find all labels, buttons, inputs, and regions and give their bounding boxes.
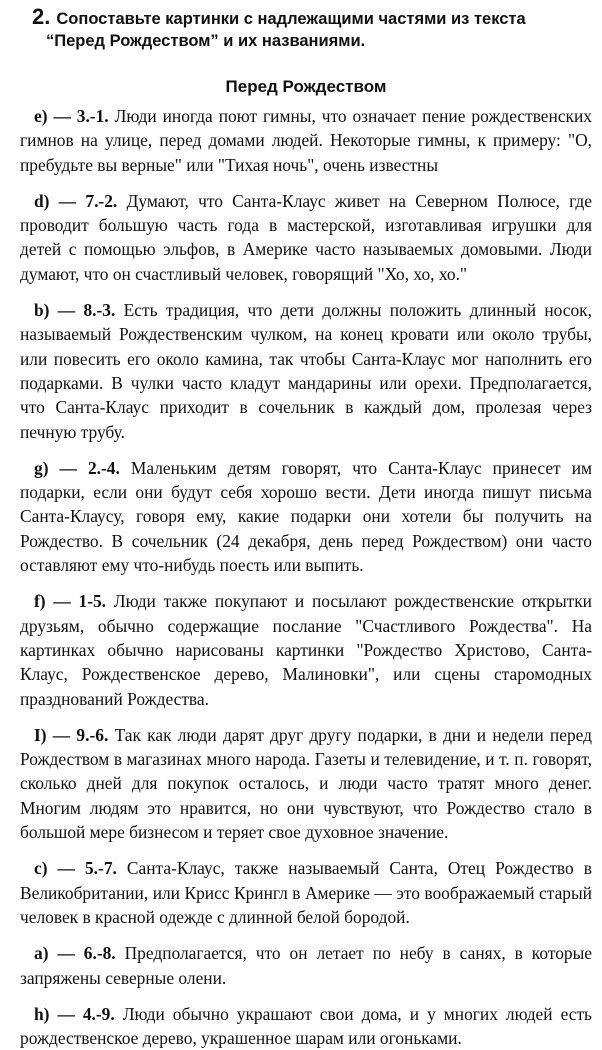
text-title: Перед Рождеством <box>225 77 387 96</box>
paragraph-5 <box>20 589 592 710</box>
paragraph-2 <box>20 189 592 286</box>
paragraph-text: Санта-Клаус, также называемый Санта, Отец Рождество в Великобритании, или Крисс Крингл в Америке — это воображаемый старый человек в красной одежде с длинной белой бородой. <box>20 858 592 927</box>
task-number: 2. <box>32 4 51 29</box>
paragraph-6 <box>20 723 592 844</box>
task-heading <box>20 6 592 52</box>
paragraph-label: d) — 7.-2. <box>34 190 118 211</box>
paragraph-text: Предполагается, что он летает по небу в санях, в которые запряжены северные олени. <box>20 943 592 988</box>
task-text-line2: “Перед Рождеством” и их названиями. <box>46 32 366 50</box>
paragraph-label: b) — 8.-3. <box>34 300 116 321</box>
paragraph-text: Люди иногда поют гимны, что означает пение рождественских гимнов на улице, перед домами людей. Некоторые гимны, к примеру: "О, пребудьте вы верные" или "Тихая ночь", очень известны <box>20 106 592 175</box>
paragraph-9 <box>20 1002 592 1050</box>
paragraph-label: f) — 1-5. <box>34 591 107 612</box>
paragraph-3 <box>20 298 592 444</box>
paragraph-text: Есть традиция, что дети должны положить длинный носок, называемый Рождественским чулком, на конец кровати или около трубы, или повесить его около камина, так чтобы Санта-Клаус мог наполнить его подарками. В чулки часто кладут мандарины или орехи. Предполагается, что Санта-Клаус приходит в сочельник в каждый дом, пролезая через печную трубу. <box>20 300 592 442</box>
paragraph-8 <box>20 941 592 990</box>
paragraph-7 <box>20 856 592 929</box>
paragraph-text: Люди также покупают и посылают рождественские открытки друзьям, обычно содержащие послание "Счастливого Рождества". На картинках обычно нарисованы картинки "Рождество Христово, Санта-Клаус, Рождественское дерево, Малиновки", или сцены старомодных празднований Рождества. <box>20 591 592 709</box>
paragraph-label: g) — 2.-4. <box>34 457 120 478</box>
paragraph-text: Так как люди дарят друг другу подарки, в дни и недели перед Рождеством в магазинах много народа. Газеты и телевидение, и т. п. говорят, сколько дней для покупок осталось, и люди часто тратят много денег. Многим людям это нравится, но они чувствуют, что Рождество стало в большой мере бизнесом и теряет свое духовное значение. <box>20 724 592 843</box>
paragraph-text: Люди обычно украшают свои дома, и у многих людей есть рождественское дерево, украшенное шарам или огоньками. <box>20 1003 592 1049</box>
paragraph-1 <box>20 104 592 177</box>
paragraph-label: a) — 6.-8. <box>34 943 116 964</box>
paragraph-text: Маленьким детям говорят, что Санта-Клаус принесет им подарки, если они будут себя хорошо вести. Дети иногда пишут письма Санта-Клаусу, говоря ему, какие подарки они хотели бы получить на Рождество. В сочельник (24 декабря, день перед Рождеством) они часто оставляют ему что-нибудь поесть или выпить. <box>20 457 593 576</box>
paragraph-label: h) — 4.-9. <box>34 1003 115 1024</box>
paragraph-label: e) — 3.-1. <box>34 106 109 126</box>
paragraph-4 <box>20 456 592 577</box>
paragraph-label: c) — 5.-7. <box>34 858 117 879</box>
paragraph-label: I) — 9.-6. <box>34 724 109 745</box>
paragraph-text: Думают, что Санта-Клаус живет на Северном Полюсе, где проводит большую часть года в мастерской, изготавливая игрушки для детей с помощью эльфов, в Америке часто называемых домовыми. Люди думают, что он счастливый человек, говорящий "Хо, хо, хо." <box>20 190 592 284</box>
task-text-line1: Сопоставьте картинки с надлежащими частями из текста <box>56 10 526 28</box>
